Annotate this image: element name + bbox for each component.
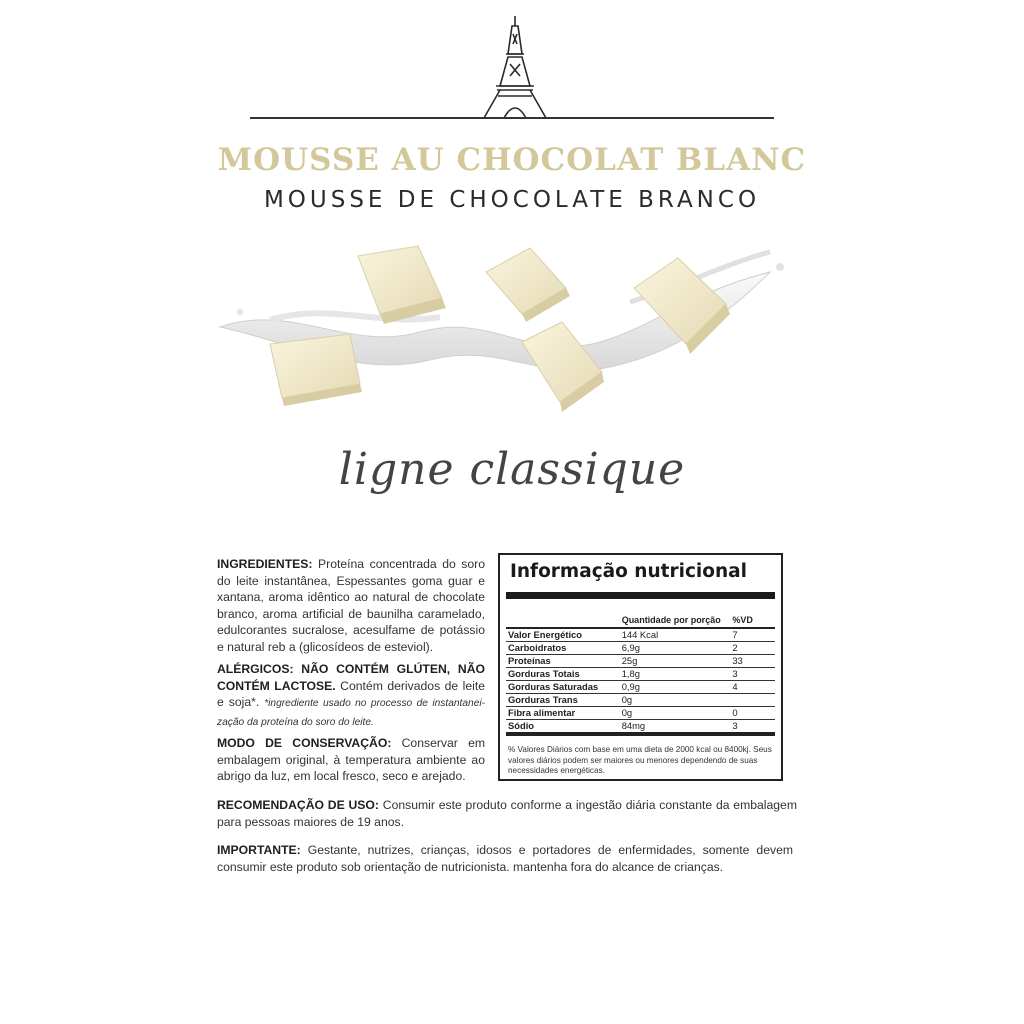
nutrition-row [506,628,775,642]
nutrition-row [506,694,775,707]
nutrition-row [506,642,775,655]
nutrition-table [506,613,775,736]
chocolate-cube [522,322,604,412]
important-block [217,842,793,875]
nutrient-name: Sódio [506,720,620,735]
nutrition-title-bar [506,592,775,599]
nutrient-quantity: 6,9g [620,642,731,655]
nutrient-daily-value: 33 [730,655,775,668]
storage-block [217,735,485,785]
white-chocolate-splash-illustration [210,232,810,432]
nutrient-quantity: 25g [620,655,731,668]
nutrient-name: Gorduras Trans [506,694,620,707]
nutrient-quantity: 0,9g [620,681,731,694]
usage-label: RECOMENDAÇÃO DE USO: [217,798,379,812]
allergens-note: *ingrediente usado no processo de instantanei-zação da proteína do soro do leite. [217,698,486,728]
nutrient-quantity: 84mg [620,720,731,735]
nutrient-daily-value: 7 [730,628,775,642]
allergens-block [217,661,485,731]
nutrition-row [506,681,775,694]
eiffel-tower-icon [470,14,560,122]
ingredients-text: Proteína concentrada do soro do leite instantânea, Espessantes goma guar e xantana, aroma idêntico ao natural de chocolate branco, aroma artificial de baunilha caramelado, edulcorantes sucralose, acesulfame de potássio e natural reb a (glicosídeos de esteviol). [217,557,485,654]
nutrient-daily-value: 4 [730,681,775,694]
nutrition-row [506,668,775,681]
product-title-portuguese: MOUSSE DE CHOCOLATE BRANCO [263,187,761,213]
nutrient-daily-value: 3 [730,668,775,681]
allergens-label: ALÉRGICOS: NÃO CONTÉM GLÚTEN, NÃO CONTÉM LACTOSE. [217,662,485,693]
nutrient-quantity: 0g [620,707,731,720]
header-divider [250,117,774,119]
usage-block [217,797,797,830]
nutrient-name: Proteínas [506,655,620,668]
nutrient-name: Gorduras Totais [506,668,620,681]
nutrition-footnote: % Valores Diários com base em uma dieta de 2000 kcal ou 8400kj. Seus valores diários podem ser maiores ou menores dependendo de suas necessidades energéticas. [508,745,772,775]
important-label: IMPORTANTE: [217,843,301,857]
nutrition-header-qty: Quantidade por porção [620,613,731,628]
nutrition-title: Informação nutricional [510,561,747,582]
nutrient-daily-value: 3 [730,720,775,735]
product-line-tagline: ligne classique [338,444,686,495]
nutrient-quantity: 144 Kcal [620,628,731,642]
ingredients-block [217,556,485,655]
nutrition-header-vd: %VD [730,613,775,628]
nutrition-header-name [506,613,620,628]
nutrient-daily-value: 0 [730,707,775,720]
product-title-french: MOUSSE AU CHOCOLAT BLANC [217,142,807,178]
usage-text: Consumir este produto conforme a ingestão diária constante da embalagem para pessoas maiores de 19 anos. [217,798,797,829]
nutrient-name: Fibra alimentar [506,707,620,720]
important-text: Gestante, nutrizes, crianças, idosos e portadores de enfermidades, somente devem consumir este produto sob orientação de nutricionista. mantenha fora do alcance de crianças. [217,843,793,874]
nutrient-name: Gorduras Saturadas [506,681,620,694]
storage-label: MODO DE CONSERVAÇÃO: [217,736,392,750]
nutrient-name: Valor Energético [506,628,620,642]
nutrient-daily-value: 2 [730,642,775,655]
nutrition-row [506,720,775,735]
nutrient-quantity: 1,8g [620,668,731,681]
chocolate-cube [486,248,570,322]
chocolate-cube [270,334,362,406]
ingredients-label: INGREDIENTES: [217,557,313,571]
nutrition-header-row [506,613,775,628]
nutrient-quantity: 0g [620,694,731,707]
storage-text: Conservar em embalagem original, à temperatura ambiente ao abrigo da luz, em local fresco, seco e arejado. [217,736,485,783]
nutrient-name: Carboidratos [506,642,620,655]
nutrition-row [506,655,775,668]
nutrient-daily-value [730,694,775,707]
allergens-text: Contém derivados de leite e soja*. [217,678,486,709]
nutrition-row [506,707,775,720]
nutrition-facts-panel [498,553,783,781]
chocolate-cube [358,246,446,324]
